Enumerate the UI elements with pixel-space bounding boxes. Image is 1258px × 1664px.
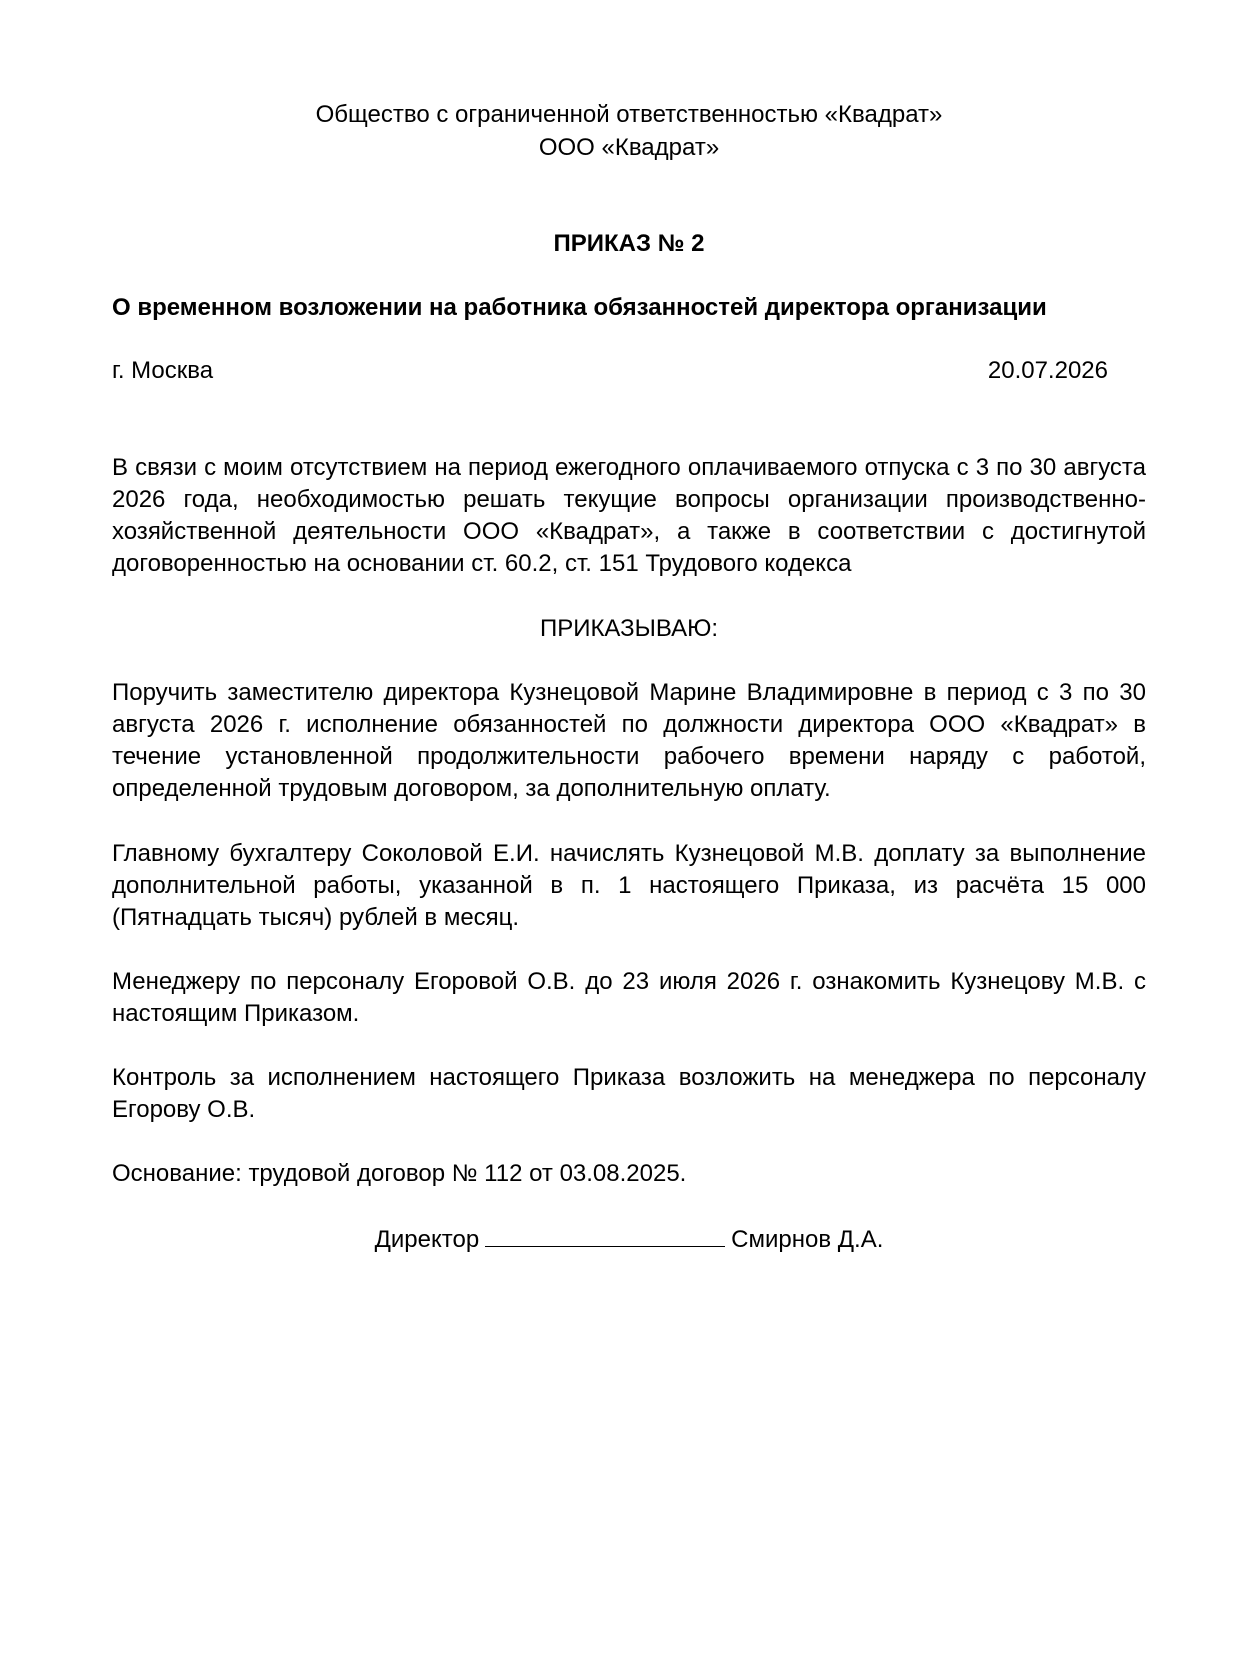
order-item-4: Контроль за исполнением настоящего Приказа возложить на менеджера по персоналу Егорову О.В. (112, 1064, 1146, 1123)
organization-full-name: Общество с ограниченной ответственностью «Квадрат» (315, 101, 943, 128)
order-item-1: Поручить заместителю директора Кузнецовой Марине Владимировне в период с 3 по 30 августа 2026 г. исполнение обязанностей по должности директора ООО «Квадрат» в течение установленной продолжительности рабочего времени наряду с работой, определенной трудовым договором, за дополнительную оплату. (112, 679, 1146, 802)
order-directive-heading: ПРИКАЗЫВАЮ: (539, 615, 719, 642)
order-city: г. Москва (112, 357, 214, 384)
basis-line: Основание: трудовой договор № 112 от 03.08.2025. (112, 1160, 687, 1187)
city-date-row (112, 355, 1108, 387)
signature-position: Директор (374, 1226, 480, 1253)
order-subject: О временном возложении на работника обязанностей директора организации (112, 294, 1047, 321)
organization-short-name: ООО «Квадрат» (538, 134, 720, 161)
order-item-2: Главному бухгалтеру Соколовой Е.И. начислять Кузнецовой М.В. доплату за выполнение дополнительной работы, указанной в п. 1 настоящего Приказа, из расчёта 15 000 (Пятнадцать тысяч) рублей в месяц. (112, 840, 1146, 931)
order-date: 20.07.2026 (987, 357, 1108, 384)
signature-row (0, 1222, 1258, 1256)
signature-name: Смирнов Д.А. (731, 1226, 884, 1253)
signature-line (485, 1222, 725, 1247)
preamble-paragraph: В связи с моим отсутствием на период ежегодного оплачиваемого отпуска с 3 по 30 августа 2026 года, необходимостью решать текущие вопросы организации производственно-хозяйственной деятельности ООО «Квадрат», а также в соответствии с достигнутой договоренностью на основании ст. 60.2, ст. 151 Трудового кодекса (112, 454, 1146, 577)
order-title: ПРИКАЗ № 2 (553, 230, 705, 257)
order-item-3: Менеджеру по персоналу Егоровой О.В. до 23 июля 2026 г. ознакомить Кузнецову М.В. с настоящим Приказом. (112, 968, 1146, 1027)
